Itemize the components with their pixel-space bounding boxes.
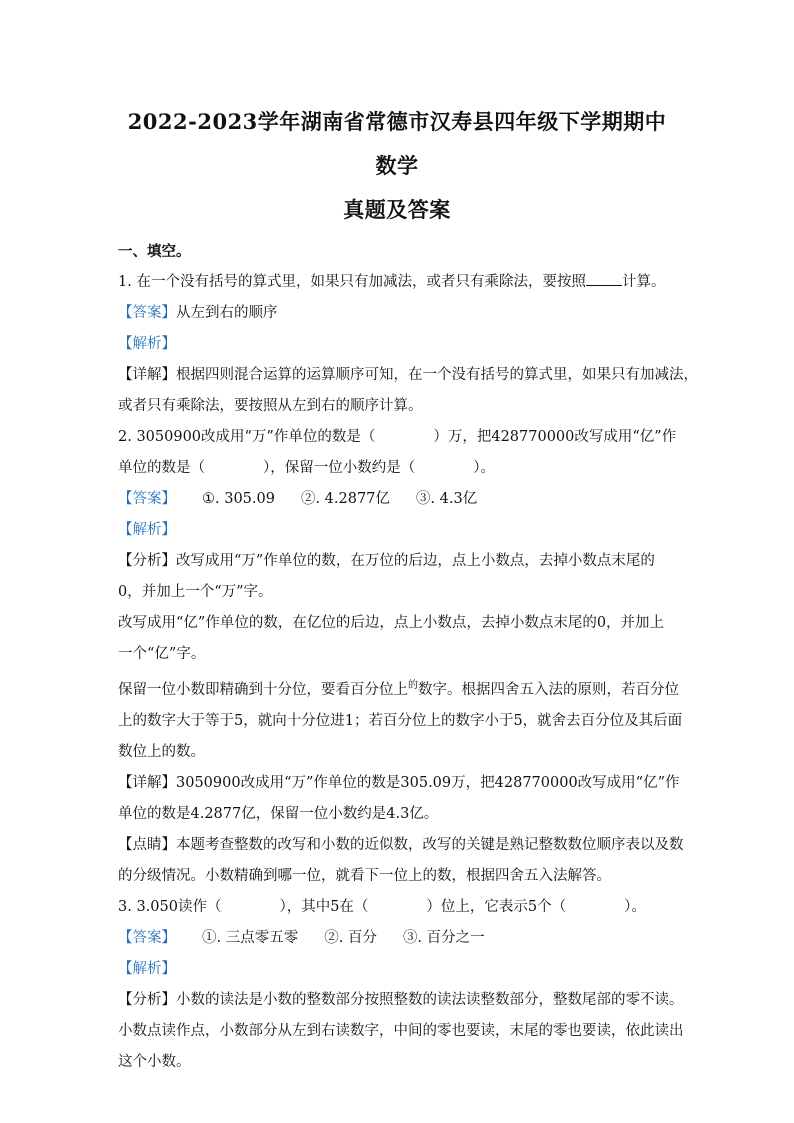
analysis-row xyxy=(118,329,676,360)
dianjing-row xyxy=(118,830,684,861)
dianjing-text-cont: 的分级情况。小数精确到哪一位，就看下一位上的数，根据四舍五入法解答。 xyxy=(118,868,611,884)
detail-tag: 【详解】 xyxy=(118,775,176,791)
fenxi-text: 小数的读法是小数的整数部分按照整数的读法读整数部分，整数尾部的零不读。 xyxy=(176,992,684,1008)
answer-tag: 【答案】 xyxy=(118,491,176,507)
question-1 xyxy=(118,267,676,298)
detail-tag: 【详解】 xyxy=(118,367,176,383)
dianjing-text: 本题考查整数的改写和小数的近似数，改写的关键是熟记整数数位顺序表以及数 xyxy=(176,837,684,853)
answer-text: ③. 百分之一 xyxy=(402,930,485,946)
fenxi-text-cont: 小数点读作点，小数部分从左到右读数字，中间的零也要读，末尾的零也要读，依此读出 xyxy=(118,1023,684,1039)
section-heading: 一、填空。 xyxy=(118,243,191,260)
fenxi-text-cont: 数位上的数。 xyxy=(118,744,205,760)
answer-text: ③. 4.3亿 xyxy=(415,491,478,507)
detail-row xyxy=(118,768,680,799)
fenxi-text-cont: 上的数字大于等于5，就向十分位进1；若百分位上的数字小于5，就舍去百分位及其后面 xyxy=(118,713,683,729)
answer-text: ①. 三点零五零 xyxy=(202,930,299,946)
fenxi-text: 数字。根据四舍五入法的原则，若百分位 xyxy=(418,682,679,698)
fenxi-tag: 【分析】 xyxy=(118,992,176,1008)
question-3: 3. 3.050读作（ ），其中5在（ ）位上，它表示5个（ ）。 xyxy=(118,899,646,915)
answer-text: 从左到右的顺序 xyxy=(176,305,278,321)
fenxi-text-cont xyxy=(118,670,679,706)
detail-text: 3050900改成用“万”作单位的数是305.09万，把428770000改写成用“亿”作 xyxy=(176,775,680,791)
detail-text-cont: 或者只有乘除法，要按照从左到右的顺序计算。 xyxy=(118,398,423,414)
fenxi-text-cont: 这个小数。 xyxy=(118,1054,191,1070)
answer-row xyxy=(118,923,676,954)
fenxi-superscript: 的 xyxy=(408,680,418,691)
document-title-line-1: 2022-2023学年湖南省常德市汉寿县四年级下学期期中数学 xyxy=(127,109,667,178)
fenxi-text-cont: 一个“亿”字。 xyxy=(118,646,206,662)
question-1-text: 1. 在一个没有括号的算式里，如果只有加减法，或者只有乘除法，要按照 xyxy=(118,274,586,290)
answer-blank xyxy=(586,271,622,286)
analysis-tag: 【解析】 xyxy=(118,522,176,538)
answer-text: ②. 4.2877亿 xyxy=(300,491,390,507)
answer-text: ①. 305.09 xyxy=(202,491,275,507)
document-title-line-2: 真题及答案 xyxy=(343,197,451,222)
fenxi-row xyxy=(118,546,676,577)
analysis-tag: 【解析】 xyxy=(118,336,176,352)
dianjing-tag: 【点睛】 xyxy=(118,837,176,853)
analysis-tag: 【解析】 xyxy=(118,961,176,977)
fenxi-text-cont: 0，并加上一个“万”字。 xyxy=(118,584,273,600)
fenxi-row xyxy=(118,985,684,1016)
analysis-row xyxy=(118,515,676,546)
detail-row xyxy=(118,360,698,391)
fenxi-text-cont: 改写成用“亿”作单位的数，在亿位的后边，点上小数点，去掉小数点末尾的0，并加上 xyxy=(118,615,665,631)
answer-row xyxy=(118,484,676,515)
answer-text: ②. 百分 xyxy=(324,930,377,946)
detail-text-cont: 单位的数是4.2877亿，保留一位小数约是4.3亿。 xyxy=(118,806,439,822)
answer-tag: 【答案】 xyxy=(118,930,176,946)
question-1-text-end: 计算。 xyxy=(621,274,666,290)
detail-text: 根据四则混合运算的运算顺序可知，在一个没有括号的算式里，如果只有加减法， xyxy=(176,367,698,383)
fenxi-text: 改写成用“万”作单位的数，在万位的后边，点上小数点，去掉小数点末尾的 xyxy=(176,553,655,569)
question-2: 2. 3050900改成用“万”作单位的数是（ ）万，把428770000改写成用“亿”作 xyxy=(118,429,677,445)
analysis-row xyxy=(118,954,676,985)
answer-tag: 【答案】 xyxy=(118,305,176,321)
answer-row xyxy=(118,298,676,329)
fenxi-tag: 【分析】 xyxy=(118,553,176,569)
fenxi-text: 保留一位小数即精确到十分位，要看百分位上 xyxy=(118,682,408,698)
question-2-cont: 单位的数是（ ），保留一位小数约是（ ）。 xyxy=(118,460,495,476)
